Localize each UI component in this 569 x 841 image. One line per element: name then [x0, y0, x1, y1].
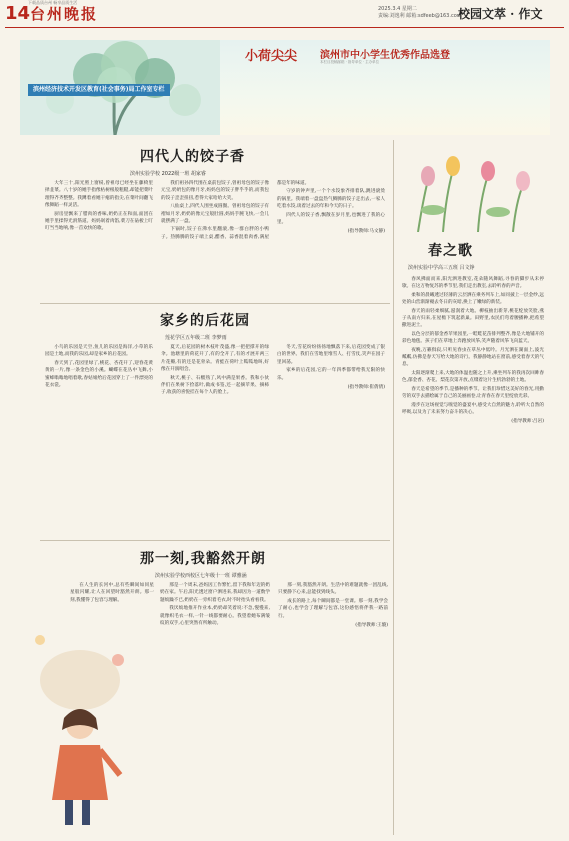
paragraph: 我们祖孙四代围在桌前包饺子,曾祖母包的饺子像元宝,奶奶包的像月牙,妈妈包的饺子胖乎乎的,而我包的饺子歪歪扭扭,惹得大家哈哈大笑。: [161, 181, 269, 201]
paragraph: 春风拂面而来,阳光洒进教室,花朵随风舞蹈,寻春的脚步从未停歇。在这万物复苏的季节里,我们走出教室,去聆听春的声音。: [402, 277, 544, 290]
spring-article: [398, 232, 546, 827]
paragraph: 大年三十,阳光照上窗棂,曾祖母已经坐在藤椅里择韭菜。八十岁的她手指像枯树根般粗糙,却能把菜叶理得齐齐整整。我蹲着看她干瘪的指尖,在菜叶间翻飞像舞蹈一样灵活。: [45, 181, 153, 209]
editor-info: 责编:刘逸利 邮箱:sdfeeb@163.com: [378, 13, 462, 19]
teacher-note: (指导教师:崔倩倩): [347, 385, 385, 391]
paragraph: 在人生的长河中,总有些瞬间如同星星般闪耀,让人在回望时豁然开朗。那一刻,我懂得了包容与理解。: [70, 583, 154, 603]
tulip-flowers-illustration-icon: [398, 140, 548, 232]
paragraph: 柔和的晨曦透过轻薄的云层洒在乘务列车上,如同披上一层金纱,远处的山峦渐渐褪去冬日的灰暗,换上了嫩绿的新装。: [402, 292, 544, 306]
paragraph: 太阳逐渐爬上来,大地的体温也随之上升,乘坐列车的我再次回眸春色,郁金香、杏花、梨花次第开放,点缀着这片生机勃勃的土地。: [402, 370, 544, 384]
byline-dumplings: 滨州实验学校 2022级一班 胡家睿: [130, 171, 206, 177]
article-body-garden: [45, 344, 385, 532]
paragraph: 八仙桌上,四代人围坐成圆圈。曾祖母包的饺子有褶如月牙,奶奶的像元宝般肚圆,妈妈手腕飞快,一会儿就摆满了一盘。: [161, 204, 269, 225]
paragraph: 春天是希望的季节,是播种的季节。让我们珍惜这美好的春光,用勤劳的双手去描绘属于自己的美丽画卷,让青春在春天里绽放光彩。: [402, 386, 544, 400]
banner-note: 本栏目投稿邮箱 · 指导单位 · 主办单位: [320, 60, 380, 64]
page-header: [0, 0, 569, 28]
column-divider: [393, 140, 394, 835]
byline-garden: 莲花学区五年级二班 李梦雨: [165, 335, 227, 341]
paragraph: 成长的路上,每个瞬间都是一堂课。那一刻,我学会了耐心,也学会了理解与包容,这份感悟将伴我一路前行。: [278, 598, 388, 619]
paragraph: 家乡的后花园,它的一年四季都带给我无限的快乐。: [277, 368, 385, 381]
header-meta: [378, 6, 462, 20]
section-title: 校园文萃 · 作文: [458, 7, 543, 21]
paragraph: 那一刻,我豁然开朗。生活中的难题就像一团乱线,只要静下心来,总能找到线头。: [278, 583, 388, 596]
article-body-moment: [160, 582, 388, 782]
teacher-note: (指导教师:吕岩): [511, 419, 544, 425]
paragraph: 小鸟的乐园是天空,鱼儿的乐园是海洋,小草的乐园是土地,而我的乐园,却是家乡的后花园。: [45, 345, 153, 358]
paragraph: 夏天,后花园的树木枝叶茂盛,像一把把撑开的绿伞。池塘里的荷花开了,有的全开了,有的才展开两三片花瓣,有的还是花骨朵。青蛙在荷叶上呱呱地叫,好像在开演唱会。: [161, 345, 269, 373]
masthead-logo: 台州晚报: [30, 5, 99, 23]
article-title-dumplings: 四代人的饺子香: [140, 149, 245, 165]
teacher-note: (指导教师:马文静): [347, 229, 385, 235]
article-title-moment: 那一刻,我豁然开朗: [140, 551, 266, 567]
paragraph: 漫步在这场视觉与嗅觉的盛宴中,感受大自然的魅力,聆听大自然的呼吸,以及为了未来努力奋斗的决心。: [402, 402, 544, 415]
paragraph: 秋天,桃子、石榴熟了,风中满是果香。我和小伙伴们在果树下捡落叶,做成书签,还一起摘苹果、摘柿子,收获的喜悦挂在每个人的脸上。: [161, 375, 269, 396]
org-tag: 滨州经济技术开发区教育(社会事务)局工作室专栏: [28, 84, 170, 96]
byline-spring: 滨州实验中学高三五班 吕文铮: [408, 265, 475, 271]
paragraph: 冬天,雪花纷纷扬扬地飘落下来,后花园变成了银白的世界。我们在雪地里堆雪人、打雪仗,笑声在园子里回荡。: [277, 345, 385, 365]
paragraph: 四代人的饺子香,飘散在岁月里,也飘进了我的心里。: [277, 212, 385, 226]
article-title-spring: 春之歌: [428, 243, 473, 259]
banner-title: 小荷尖尖: [245, 49, 298, 64]
paragraph: 我厌烦地推开作业本,奶奶却笑着说:不急,慢慢来,就像织毛衣一样,一针一线都要耐心。我望着她布满皱纹的双手,心里突然有所触动。: [160, 606, 270, 627]
byline-moment: 滨州实验学校西校区七年级十一班 谭雅涵: [155, 573, 247, 579]
paragraph: 守岁的钟声里,一个个水饺象齐排着队,跳进滚烫的锅里。我端着一盘盘热气腾腾的饺子走出去,一家人吃着水饺,谈着过去的年和今天的日子。: [277, 189, 385, 210]
paragraph: 以色分层的郁金香苹果园里,一畦畦花苗排列整齐,像是大地铺开的彩色地毯。孩子们在草地上奔跑放风筝,笑声随着风筝飞向蓝天。: [402, 331, 544, 345]
masthead-tagline: 下载品质台州 畅享品质生活: [28, 0, 78, 5]
page-number: 14: [5, 3, 31, 24]
divider: [40, 540, 390, 541]
paragraph: 夜晚,万籁俱寂,只听见春虫在草丛中低吟。月光洒在湖面上,波光粼粼,仿佛是春天写给大地的诗行。我静静地站在窗前,感受着春天的气息。: [402, 347, 544, 368]
article-title-garden: 家乡的后花园: [160, 313, 250, 329]
banner-subtitle: 滨州市中小学生优秀作品选登: [320, 50, 450, 61]
teacher-note: (指导教师:王璇): [355, 623, 388, 629]
article-body-dumplings: [45, 180, 385, 300]
paragraph: 厨房里飘来了腊肉的香味,奶奶正在和面,面团在她手里揉得光滑筋道。妈妈剁着肉馅,菜刀在砧板上叮叮当当地响,像一首欢快的歌。: [45, 211, 153, 232]
article-body-spring: [402, 276, 544, 821]
header-rule: [5, 27, 564, 28]
paragraph: 春天到了,花园里绿了,桃花、杏花开了,迎春花黄黄的一片,像一条金色的小溪。蝴蝶在花丛中飞舞,小蜜蜂嗡嗡地唱着歌,春姑娘给后花园穿上了一件漂亮的花衣裳。: [45, 360, 153, 389]
paragraph: 下锅时,饺子在沸水里翻滚,像一群白胖的小鸭子。热腾腾的饺子端上桌,醋香、蒜香混着肉香,满屋都是年的味道。: [161, 181, 310, 240]
article-body-moment-col1: [70, 582, 154, 747]
issue-date: 2025.3.4 星期二: [378, 6, 417, 12]
divider: [40, 303, 390, 304]
paragraph: 那是一个周末,爸妈因工作繁忙,留下我和年迈的奶奶在家。午后,阳光透过窗户洒进来,我却因为一道数学题烦躁不已,奶奶在一旁织着毛衣,时不时抬头看看我。: [160, 583, 270, 603]
paragraph: 春天的雨轻柔细腻,滋润着大地。柳枝抽出新芽,桃花绽放笑脸,燕子从南方归来,在屋檐下筑起新巢。田野里,农民们弯着腰播种,把希望撒进泥土。: [402, 308, 544, 329]
